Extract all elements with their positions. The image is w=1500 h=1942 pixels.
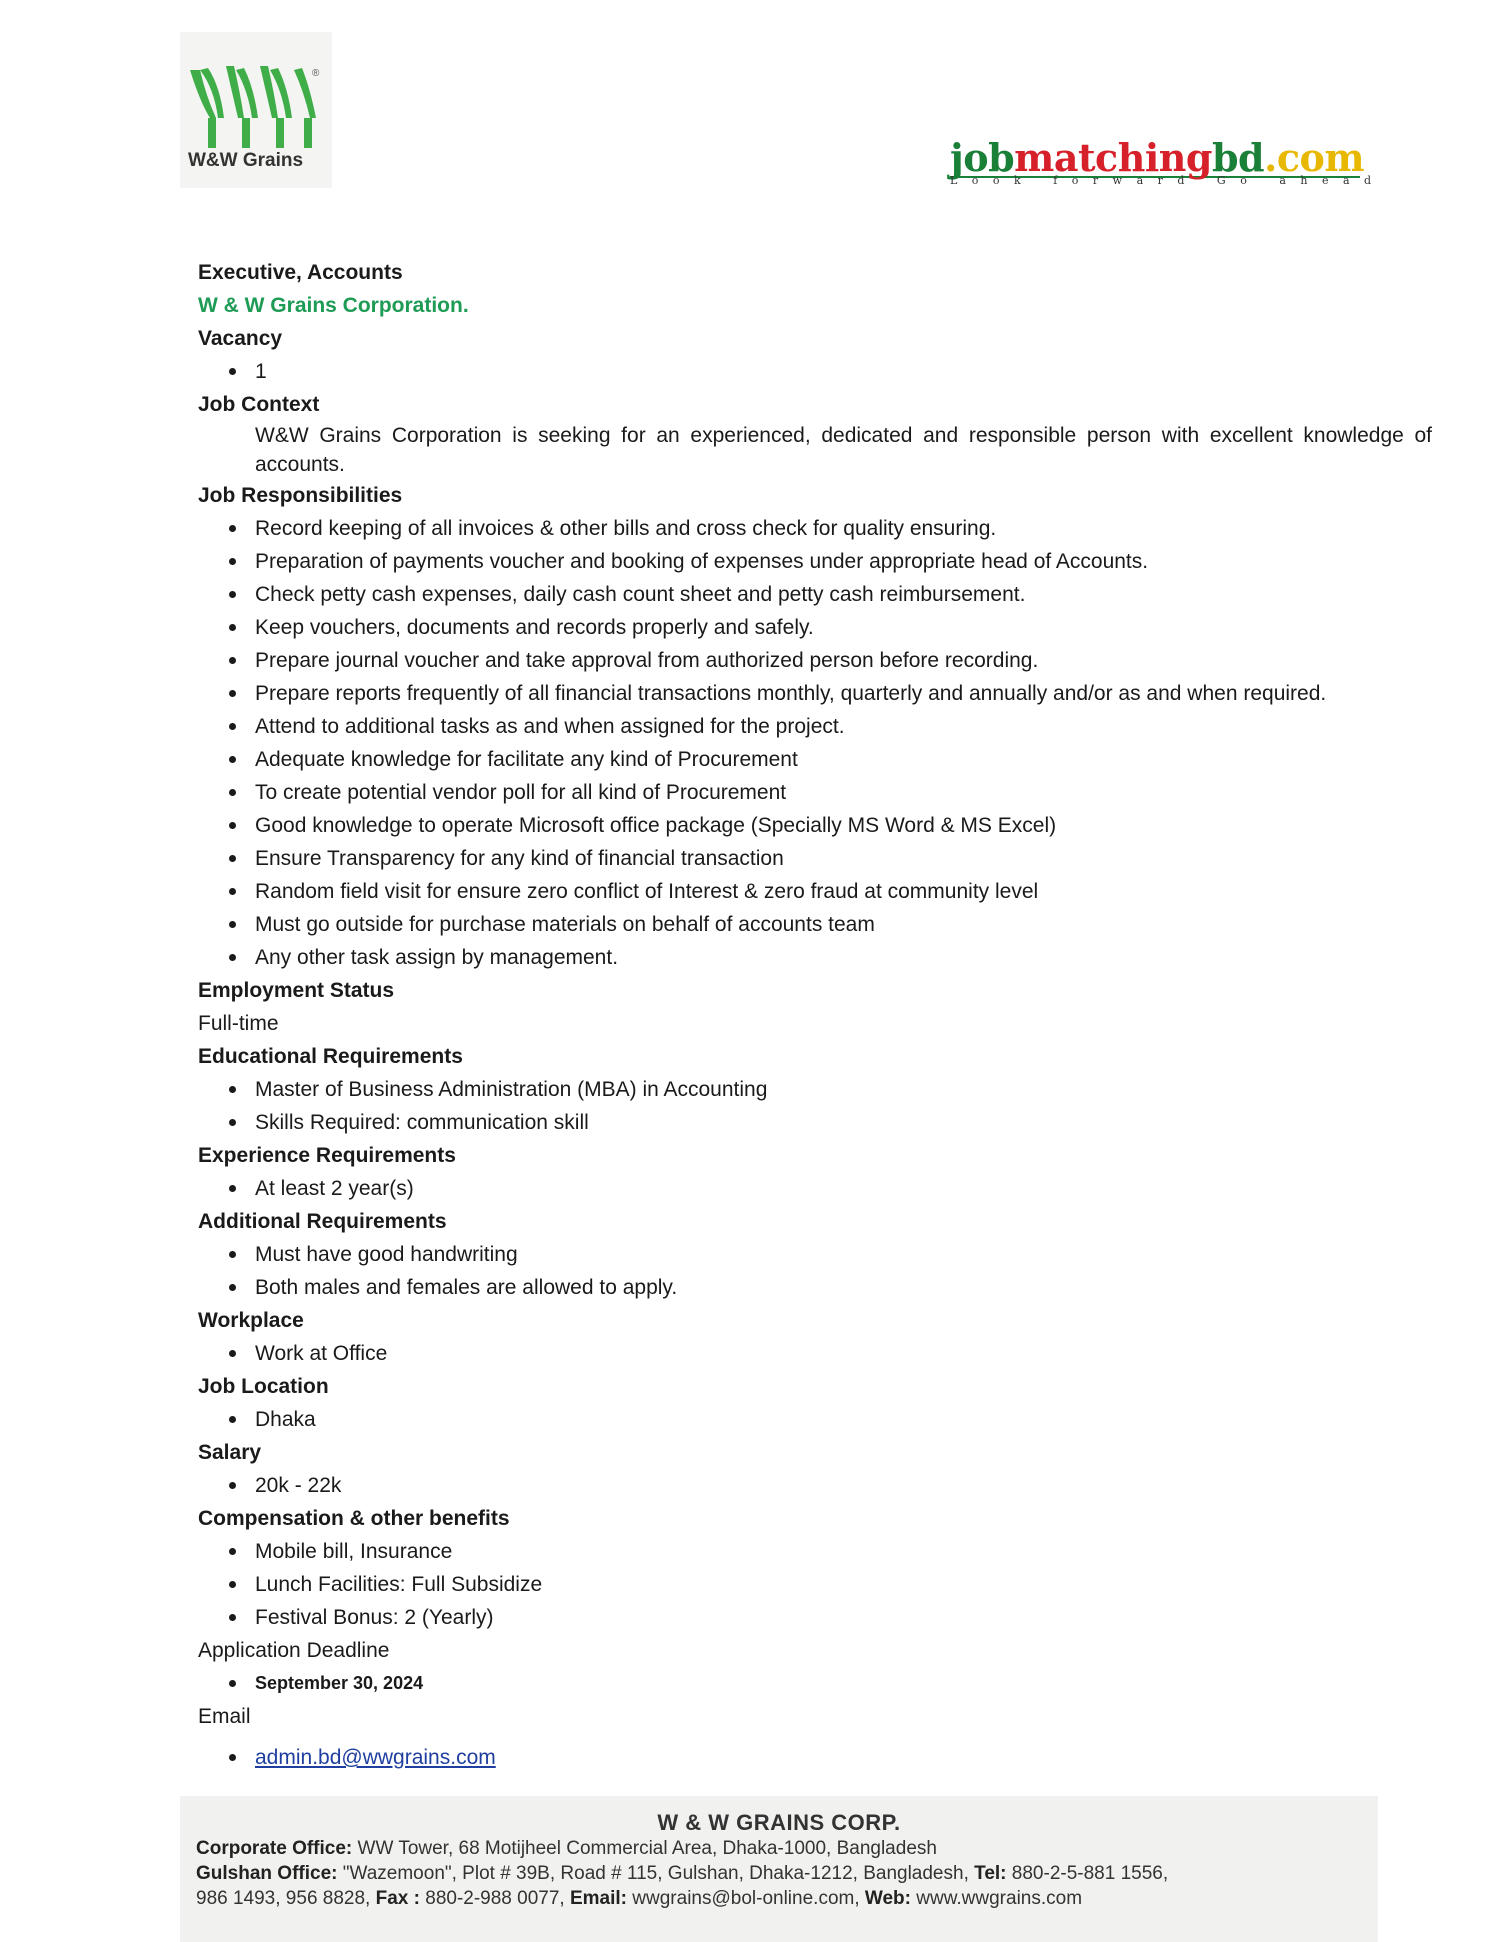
- footer-email-value: wwgrains@bol-online.com,: [627, 1888, 860, 1909]
- salary-heading: Salary: [198, 1441, 262, 1464]
- list-item: Keep vouchers, documents and records properly and safely.: [198, 611, 1438, 644]
- list-item: Check petty cash expenses, daily cash count sheet and petty cash reimbursement.: [198, 578, 1438, 611]
- vacancy-heading: Vacancy: [198, 327, 283, 350]
- list-item: Attend to additional tasks as and when assigned for the project.: [198, 710, 1438, 743]
- list-item: 20k - 22k: [198, 1469, 1438, 1502]
- experience-list: [198, 1172, 1438, 1205]
- deadline-list: [198, 1667, 1438, 1700]
- watermark-part-job: job: [950, 135, 1015, 180]
- email-heading: Email: [198, 1705, 251, 1728]
- tel-value: 880-2-5-881 1556,: [1006, 1863, 1169, 1884]
- footer-gulshan-office: [180, 1861, 1378, 1886]
- salary-list: [198, 1469, 1438, 1502]
- list-item: Dhaka: [198, 1403, 1438, 1436]
- gulshan-office-address: "Wazemoon", Plot # 39B, Road # 115, Gulshan, Dhaka-1212, Bangladesh,: [337, 1863, 969, 1884]
- company-name: W & W Grains Corporation.: [198, 294, 469, 317]
- responsibilities-list: [198, 512, 1438, 974]
- list-item: Ensure Transparency for any kind of financial transaction: [198, 842, 1438, 875]
- benefits-list: [198, 1535, 1438, 1634]
- job-context-heading: Job Context: [198, 393, 320, 416]
- email-link[interactable]: admin.bd@wwgrains.com: [255, 1746, 496, 1769]
- web-value: www.wwgrains.com: [911, 1888, 1083, 1909]
- email-list: [198, 1741, 1438, 1774]
- list-item: Work at Office: [198, 1337, 1438, 1370]
- job-location-heading: Job Location: [198, 1375, 329, 1398]
- list-item: Must have good handwriting: [198, 1238, 1438, 1271]
- watermark-part-com: .com: [1264, 135, 1365, 180]
- footer-company-title: W & W GRAINS CORP.: [657, 1810, 901, 1835]
- footer-corporate-office: [180, 1836, 1378, 1861]
- tel-continued: 986 1493, 956 8828,: [196, 1888, 371, 1909]
- experience-heading: Experience Requirements: [198, 1144, 456, 1167]
- list-item: Random field visit for ensure zero conflict of Interest & zero fraud at community level: [198, 875, 1438, 908]
- tel-label: Tel:: [968, 1863, 1007, 1884]
- list-item: Both males and females are allowed to apply.: [198, 1271, 1438, 1304]
- education-heading: Educational Requirements: [198, 1045, 463, 1068]
- gulshan-office-label: Gulshan Office:: [196, 1863, 338, 1884]
- watermark-part-matching: matching: [1014, 135, 1212, 180]
- watermark-title: [950, 135, 1386, 180]
- list-item: [198, 1741, 1438, 1774]
- job-post: [198, 256, 1438, 1774]
- list-item: Skills Required: communication skill: [198, 1106, 1438, 1139]
- job-context-text: W&W Grains Corporation is seeking for an experienced, dedicated and responsible person with excellent knowledge of accounts.: [255, 424, 1432, 476]
- workplace-list: [198, 1337, 1438, 1370]
- list-item: Adequate knowledge for facilitate any kind of Procurement: [198, 743, 1438, 776]
- wheat-logo-icon: [186, 62, 326, 150]
- employment-status-value: Full-time: [198, 1012, 279, 1035]
- letterhead-footer: [180, 1796, 1378, 1942]
- list-item: Any other task assign by management.: [198, 941, 1438, 974]
- fax-value: 880-2-988 0077,: [419, 1888, 565, 1909]
- list-item: Lunch Facilities: Full Subsidize: [198, 1568, 1438, 1601]
- corporate-office-label: Corporate Office:: [196, 1838, 353, 1859]
- footer-email-label: Email:: [564, 1888, 628, 1909]
- web-label: Web:: [859, 1888, 911, 1909]
- vacancy-list: [198, 355, 1438, 388]
- list-item: Festival Bonus: 2 (Yearly): [198, 1601, 1438, 1634]
- job-location-list: [198, 1403, 1438, 1436]
- jobmatchingbd-watermark: [950, 135, 1386, 187]
- corporate-office-address: WW Tower, 68 Motijheel Commercial Area, Dhaka-1000, Bangladesh: [352, 1838, 937, 1859]
- list-item: At least 2 year(s): [198, 1172, 1438, 1205]
- watermark-part-bd: bd: [1211, 135, 1265, 180]
- company-logo: [180, 32, 332, 188]
- watermark-tagline: Look forward Go ahead: [950, 174, 1386, 187]
- additional-requirements-list: [198, 1238, 1438, 1304]
- logo-name: W&W Grains: [188, 150, 304, 171]
- list-item: 1: [198, 355, 1438, 388]
- list-item: Master of Business Administration (MBA) in Accounting: [198, 1073, 1438, 1106]
- list-item: Must go outside for purchase materials on behalf of accounts team: [198, 908, 1438, 941]
- education-list: [198, 1073, 1438, 1139]
- list-item: Prepare journal voucher and take approval from authorized person before recording.: [198, 644, 1438, 677]
- footer-contact-line: [180, 1886, 1378, 1911]
- list-item: Record keeping of all invoices & other bills and cross check for quality ensuring.: [198, 512, 1438, 545]
- employment-status-heading: Employment Status: [198, 979, 395, 1002]
- deadline-date: September 30, 2024: [198, 1667, 1438, 1700]
- list-item: Preparation of payments voucher and booking of expenses under appropriate head of Accounts.: [198, 545, 1438, 578]
- fax-label: Fax :: [370, 1888, 420, 1909]
- list-item: Prepare reports frequently of all financial transactions monthly, quarterly and annually and/or as and when required.: [198, 677, 1438, 710]
- list-item: Good knowledge to operate Microsoft office package (Specially MS Word & MS Excel): [198, 809, 1438, 842]
- list-item: To create potential vendor poll for all kind of Procurement: [198, 776, 1438, 809]
- benefits-heading: Compensation & other benefits: [198, 1507, 510, 1530]
- responsibilities-heading: Job Responsibilities: [198, 484, 403, 507]
- registered-mark: ®: [312, 68, 320, 79]
- additional-requirements-heading: Additional Requirements: [198, 1210, 447, 1233]
- job-title: Executive, Accounts: [198, 261, 403, 284]
- deadline-heading: Application Deadline: [198, 1639, 390, 1662]
- list-item: Mobile bill, Insurance: [198, 1535, 1438, 1568]
- workplace-heading: Workplace: [198, 1309, 304, 1332]
